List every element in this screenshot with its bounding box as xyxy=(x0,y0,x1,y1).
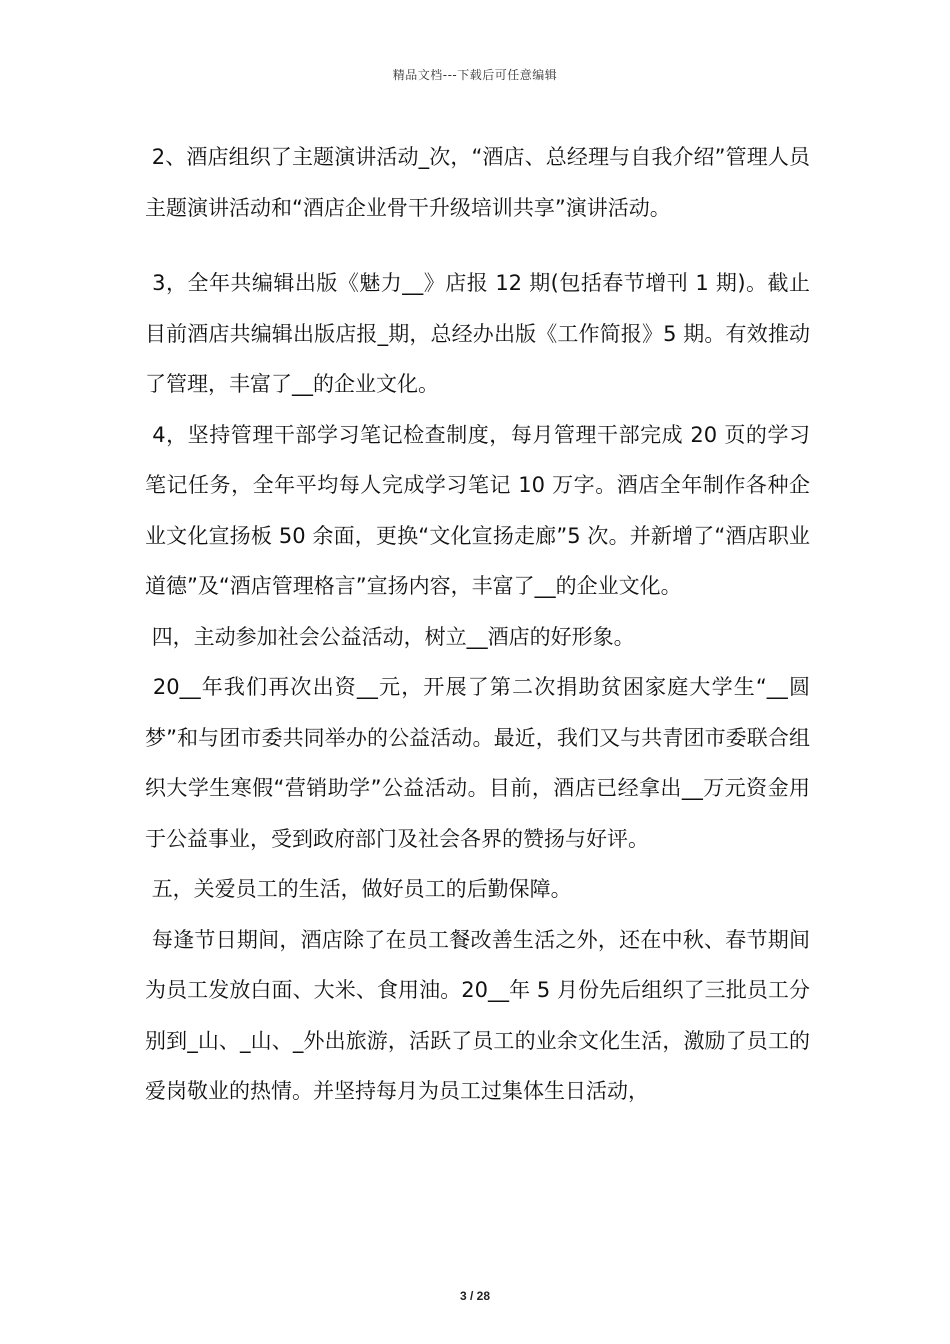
section-heading-employee-care: 五，关爱员工的生活，做好员工的后勤保障。 xyxy=(145,877,572,901)
paragraph-donation: 20__年我们再次出资__元，开展了第二次捐助贫困家庭大学生“__圆梦”和与团市委共同举办的公益活动。最近，我们又与共青团市委联合组织大学生寒假“营销助学”公益活动。目前，酒店已经拿出__万元资金用于公益事业，受到政府部门及社会各界的赞扬与好评。 xyxy=(145,675,810,851)
paragraph-speech-activities: 2、酒店组织了主题演讲活动_次，“酒店、总经理与自我介绍”管理人员主题演讲活动和“酒店企业骨干升级培训共享”演讲活动。 xyxy=(145,145,810,220)
page-header: 精品文档---下载后可任意编辑 xyxy=(392,68,558,82)
document-body xyxy=(145,132,810,1117)
page-number: 3 / 28 xyxy=(459,1289,491,1303)
paragraph-study-notes: 4，坚持管理干部学习笔记检查制度，每月管理干部完成 20 页的学习笔记任务，全年平均每人完成学习笔记 10 万字。酒店全年制作各种企业文化宣扬板 50 余面，更换“文化宣扬走廊”5 次。并新增了“酒店职业道德”及“酒店管理格言”宣扬内容，丰富了__的企业文化。 xyxy=(145,422,810,598)
section-heading-public-welfare: 四，主动参加社会公益活动，树立__酒店的好形象。 xyxy=(145,624,635,649)
paragraph-newsletter: 3，全年共编辑出版《魅力__》店报 12 期(包括春节增刊 1 期)。截止目前酒店共编辑出版店报_期，总经办出版《工作简报》5 期。有效推动了管理，丰富了__的企业文化。 xyxy=(145,271,810,396)
paragraph-employee-benefits: 每逢节日期间，酒店除了在员工餐改善生活之外，还在中秋、春节期间为员工发放白面、大米、食用油。20__年 5 月份先后组织了三批员工分别到_山、_山、_外出旅游，活跃了员工的业余文化生活，激励了员工的爱岗敬业的热情。并坚持每月为员工过集体生日活动， xyxy=(145,927,810,1103)
